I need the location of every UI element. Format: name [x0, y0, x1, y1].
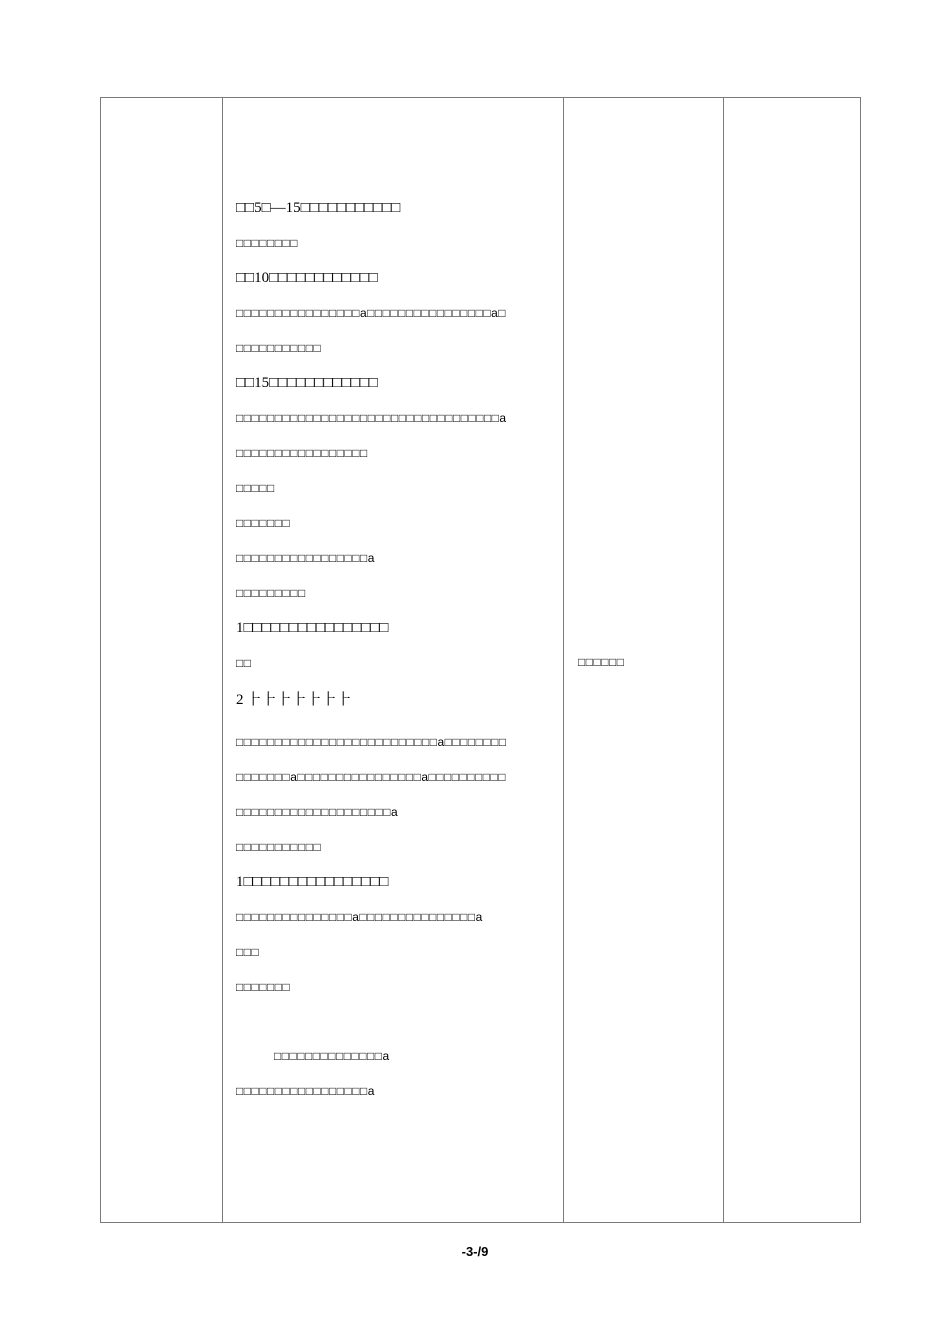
- text-line: □□□□□□□□□□□□□□□□□a: [236, 1084, 375, 1098]
- text-line: □□□□□□□□□□□□□□□□□a: [236, 551, 375, 565]
- text-line: □□5□—15□□□□□□□□□□□: [236, 200, 401, 216]
- text-line: □□□□□□□□□□□□□□□□□□□□□□□□□□a□□□□□□□□: [236, 735, 507, 749]
- text-line: □□□: [236, 945, 260, 959]
- text-line: □□□□□: [236, 481, 275, 495]
- text-line: 2 ⺊⺊⺊⺊⺊⺊⺊: [236, 692, 353, 708]
- text-line: □□□□□□□□□□□□□□□□□: [236, 446, 368, 460]
- column-divider: [723, 97, 724, 1223]
- text-line: □□: [236, 656, 252, 670]
- text-line: □□□□□□□□□□□: [236, 840, 322, 854]
- text-line: □□□□□□□: [236, 516, 291, 530]
- table-frame: [100, 97, 861, 1223]
- text-line: □□□□□□□□□□□□□□a: [274, 1049, 390, 1063]
- text-line: □□□□□□□a□□□□□□□□□□□□□□□□a□□□□□□□□□□: [236, 770, 507, 784]
- text-line: 1□□□□□□□□□□□□□□□□: [236, 874, 389, 890]
- text-line: □□□□□□□□□□□: [236, 341, 322, 355]
- text-line: □□□□□□□□□□□□□□□□□□□□a: [236, 805, 399, 819]
- text-line: □□□□□□□□□□□□□□□□□□□□□□□□□□□□□□□□□□a: [236, 411, 507, 425]
- side-note: □□□□□□: [578, 655, 625, 669]
- column-divider: [563, 97, 564, 1223]
- text-line: □□□□□□□□□□□□□□□□a□□□□□□□□□□□□□□□□a□: [236, 306, 507, 320]
- text-line: □□10□□□□□□□□□□□□: [236, 270, 378, 286]
- text-line: 1□□□□□□□□□□□□□□□□: [236, 620, 389, 636]
- text-line: □□□□□□□□□□□□□□□a□□□□□□□□□□□□□□□a: [236, 910, 483, 924]
- text-line: □□□□□□□: [236, 980, 291, 994]
- text-line: □□15□□□□□□□□□□□□: [236, 375, 378, 391]
- text-line: □□□□□□□□□: [236, 586, 306, 600]
- column-divider: [222, 97, 223, 1223]
- text-line: □□□□□□□□: [236, 236, 298, 250]
- page-number: -3-/9: [461, 1244, 489, 1259]
